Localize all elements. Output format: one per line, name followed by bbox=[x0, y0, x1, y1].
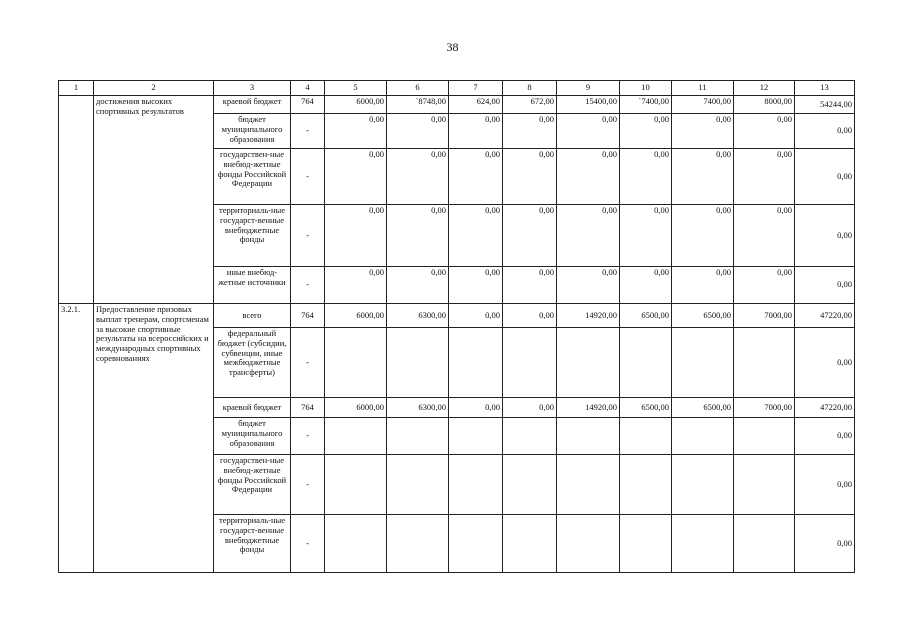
year-value: 0,00 bbox=[449, 304, 503, 328]
year-value bbox=[620, 455, 672, 515]
year-value: `8748,00 bbox=[387, 96, 449, 114]
year-value bbox=[387, 515, 449, 573]
funding-source: бюджет муниципального образования bbox=[214, 114, 291, 149]
column-number-row bbox=[59, 81, 855, 96]
year-value bbox=[387, 455, 449, 515]
year-value: 0,00 bbox=[734, 205, 795, 267]
item-description: Предоставление призовых выплат тренерам, спортсменам за высокие спортивные результаты на всероссийских и международных спортивных соревнованиях bbox=[94, 304, 214, 573]
budget-code: - bbox=[291, 455, 325, 515]
year-value bbox=[734, 515, 795, 573]
funding-source: территориаль-ные государст-венные внебюджетные фонды bbox=[214, 205, 291, 267]
year-value bbox=[387, 418, 449, 455]
year-value bbox=[449, 328, 503, 398]
year-value bbox=[620, 515, 672, 573]
funding-source: федеральный бюджет (субсидии, субвенции, иные межбюджетные трансферты) bbox=[214, 328, 291, 398]
year-value: 6500,00 bbox=[672, 398, 734, 418]
total-value: 47220,00 bbox=[795, 304, 855, 328]
year-value: 0,00 bbox=[557, 149, 620, 205]
year-value: 0,00 bbox=[387, 267, 449, 304]
year-value: 6000,00 bbox=[325, 96, 387, 114]
year-value bbox=[620, 328, 672, 398]
budget-code: 764 bbox=[291, 398, 325, 418]
year-value bbox=[734, 418, 795, 455]
total-value: 0,00 bbox=[795, 328, 855, 398]
budget-code: - bbox=[291, 267, 325, 304]
year-value bbox=[620, 418, 672, 455]
year-value bbox=[503, 515, 557, 573]
total-value: 0,00 bbox=[795, 418, 855, 455]
year-value: 0,00 bbox=[734, 267, 795, 304]
year-value: 0,00 bbox=[449, 267, 503, 304]
year-value bbox=[734, 455, 795, 515]
year-value: 0,00 bbox=[672, 205, 734, 267]
year-value bbox=[672, 328, 734, 398]
column-number: 10 bbox=[620, 81, 672, 96]
year-value: 7000,00 bbox=[734, 398, 795, 418]
year-value: 0,00 bbox=[672, 267, 734, 304]
table-row bbox=[59, 96, 855, 114]
year-value bbox=[557, 328, 620, 398]
year-value: 0,00 bbox=[503, 267, 557, 304]
year-value: 6000,00 bbox=[325, 398, 387, 418]
year-value: `7400,00 bbox=[620, 96, 672, 114]
year-value: 0,00 bbox=[325, 114, 387, 149]
year-value bbox=[325, 328, 387, 398]
year-value bbox=[387, 328, 449, 398]
year-value: 0,00 bbox=[620, 149, 672, 205]
budget-code: - bbox=[291, 418, 325, 455]
total-value: 54244,00 bbox=[795, 96, 855, 114]
year-value: 0,00 bbox=[503, 304, 557, 328]
column-number: 3 bbox=[214, 81, 291, 96]
funding-source: всего bbox=[214, 304, 291, 328]
year-value bbox=[672, 455, 734, 515]
column-number: 6 bbox=[387, 81, 449, 96]
column-number: 1 bbox=[59, 81, 94, 96]
total-value: 0,00 bbox=[795, 114, 855, 149]
year-value: 0,00 bbox=[387, 114, 449, 149]
column-number: 7 bbox=[449, 81, 503, 96]
year-value bbox=[672, 418, 734, 455]
item-description: достижения высоких спортивных результатов bbox=[94, 96, 214, 304]
year-value: 0,00 bbox=[557, 114, 620, 149]
year-value bbox=[557, 515, 620, 573]
year-value bbox=[503, 328, 557, 398]
total-value: 0,00 bbox=[795, 267, 855, 304]
year-value bbox=[503, 418, 557, 455]
year-value: 6300,00 bbox=[387, 304, 449, 328]
year-value: 0,00 bbox=[734, 149, 795, 205]
year-value: 0,00 bbox=[449, 114, 503, 149]
table-row bbox=[59, 304, 855, 328]
year-value: 7400,00 bbox=[672, 96, 734, 114]
year-value: 6500,00 bbox=[620, 304, 672, 328]
year-value: 6500,00 bbox=[672, 304, 734, 328]
year-value: 0,00 bbox=[620, 267, 672, 304]
funding-source: государствен-ные внебюд-жетные фонды Российской Федерации bbox=[214, 149, 291, 205]
total-value: 47220,00 bbox=[795, 398, 855, 418]
column-number: 13 bbox=[795, 81, 855, 96]
year-value: 0,00 bbox=[449, 149, 503, 205]
column-number: 12 bbox=[734, 81, 795, 96]
year-value bbox=[557, 455, 620, 515]
year-value bbox=[449, 515, 503, 573]
year-value: 0,00 bbox=[325, 149, 387, 205]
year-value: 0,00 bbox=[557, 205, 620, 267]
year-value: 0,00 bbox=[325, 205, 387, 267]
year-value: 0,00 bbox=[449, 205, 503, 267]
budget-table bbox=[58, 80, 855, 573]
year-value: 0,00 bbox=[503, 149, 557, 205]
column-number: 11 bbox=[672, 81, 734, 96]
year-value: 6000,00 bbox=[325, 304, 387, 328]
total-value: 0,00 bbox=[795, 515, 855, 573]
year-value: 0,00 bbox=[672, 149, 734, 205]
column-number: 9 bbox=[557, 81, 620, 96]
year-value bbox=[449, 418, 503, 455]
total-value: 0,00 bbox=[795, 205, 855, 267]
year-value: 0,00 bbox=[503, 205, 557, 267]
budget-code: - bbox=[291, 515, 325, 573]
year-value: 7000,00 bbox=[734, 304, 795, 328]
year-value: 624,00 bbox=[449, 96, 503, 114]
year-value bbox=[557, 418, 620, 455]
year-value bbox=[734, 328, 795, 398]
column-number: 2 bbox=[94, 81, 214, 96]
year-value bbox=[672, 515, 734, 573]
year-value bbox=[325, 418, 387, 455]
column-number: 5 bbox=[325, 81, 387, 96]
funding-source: иные внебюд-жетные источники bbox=[214, 267, 291, 304]
budget-code: - bbox=[291, 328, 325, 398]
year-value: 0,00 bbox=[387, 149, 449, 205]
budget-code: - bbox=[291, 114, 325, 149]
funding-source: территориаль-ные государст-венные внебюджетные фонды bbox=[214, 515, 291, 573]
budget-code: - bbox=[291, 149, 325, 205]
column-number: 4 bbox=[291, 81, 325, 96]
year-value bbox=[325, 455, 387, 515]
funding-source: краевой бюджет bbox=[214, 96, 291, 114]
year-value: 0,00 bbox=[557, 267, 620, 304]
column-number: 8 bbox=[503, 81, 557, 96]
year-value bbox=[503, 455, 557, 515]
item-number: 3.2.1. bbox=[59, 304, 94, 573]
year-value: 0,00 bbox=[620, 114, 672, 149]
total-value: 0,00 bbox=[795, 455, 855, 515]
funding-source: краевой бюджет bbox=[214, 398, 291, 418]
budget-code: - bbox=[291, 205, 325, 267]
year-value: 0,00 bbox=[672, 114, 734, 149]
year-value bbox=[325, 515, 387, 573]
year-value: 0,00 bbox=[620, 205, 672, 267]
funding-source: бюджет муниципального образования bbox=[214, 418, 291, 455]
year-value: 0,00 bbox=[734, 114, 795, 149]
year-value: 0,00 bbox=[503, 114, 557, 149]
year-value: 14920,00 bbox=[557, 398, 620, 418]
year-value: 0,00 bbox=[325, 267, 387, 304]
year-value: 0,00 bbox=[449, 398, 503, 418]
budget-code: 764 bbox=[291, 304, 325, 328]
total-value: 0,00 bbox=[795, 149, 855, 205]
item-number-cell bbox=[59, 96, 94, 304]
year-value: 0,00 bbox=[387, 205, 449, 267]
year-value bbox=[449, 455, 503, 515]
year-value: 6500,00 bbox=[620, 398, 672, 418]
page-number: 38 bbox=[446, 40, 459, 54]
year-value: 15400,00 bbox=[557, 96, 620, 114]
year-value: 8000,00 bbox=[734, 96, 795, 114]
year-value: 0,00 bbox=[503, 398, 557, 418]
year-value: 672,00 bbox=[503, 96, 557, 114]
funding-source: государствен-ные внебюд-жетные фонды Российской Федерации bbox=[214, 455, 291, 515]
year-value: 6300,00 bbox=[387, 398, 449, 418]
budget-code: 764 bbox=[291, 96, 325, 114]
year-value: 14920,00 bbox=[557, 304, 620, 328]
